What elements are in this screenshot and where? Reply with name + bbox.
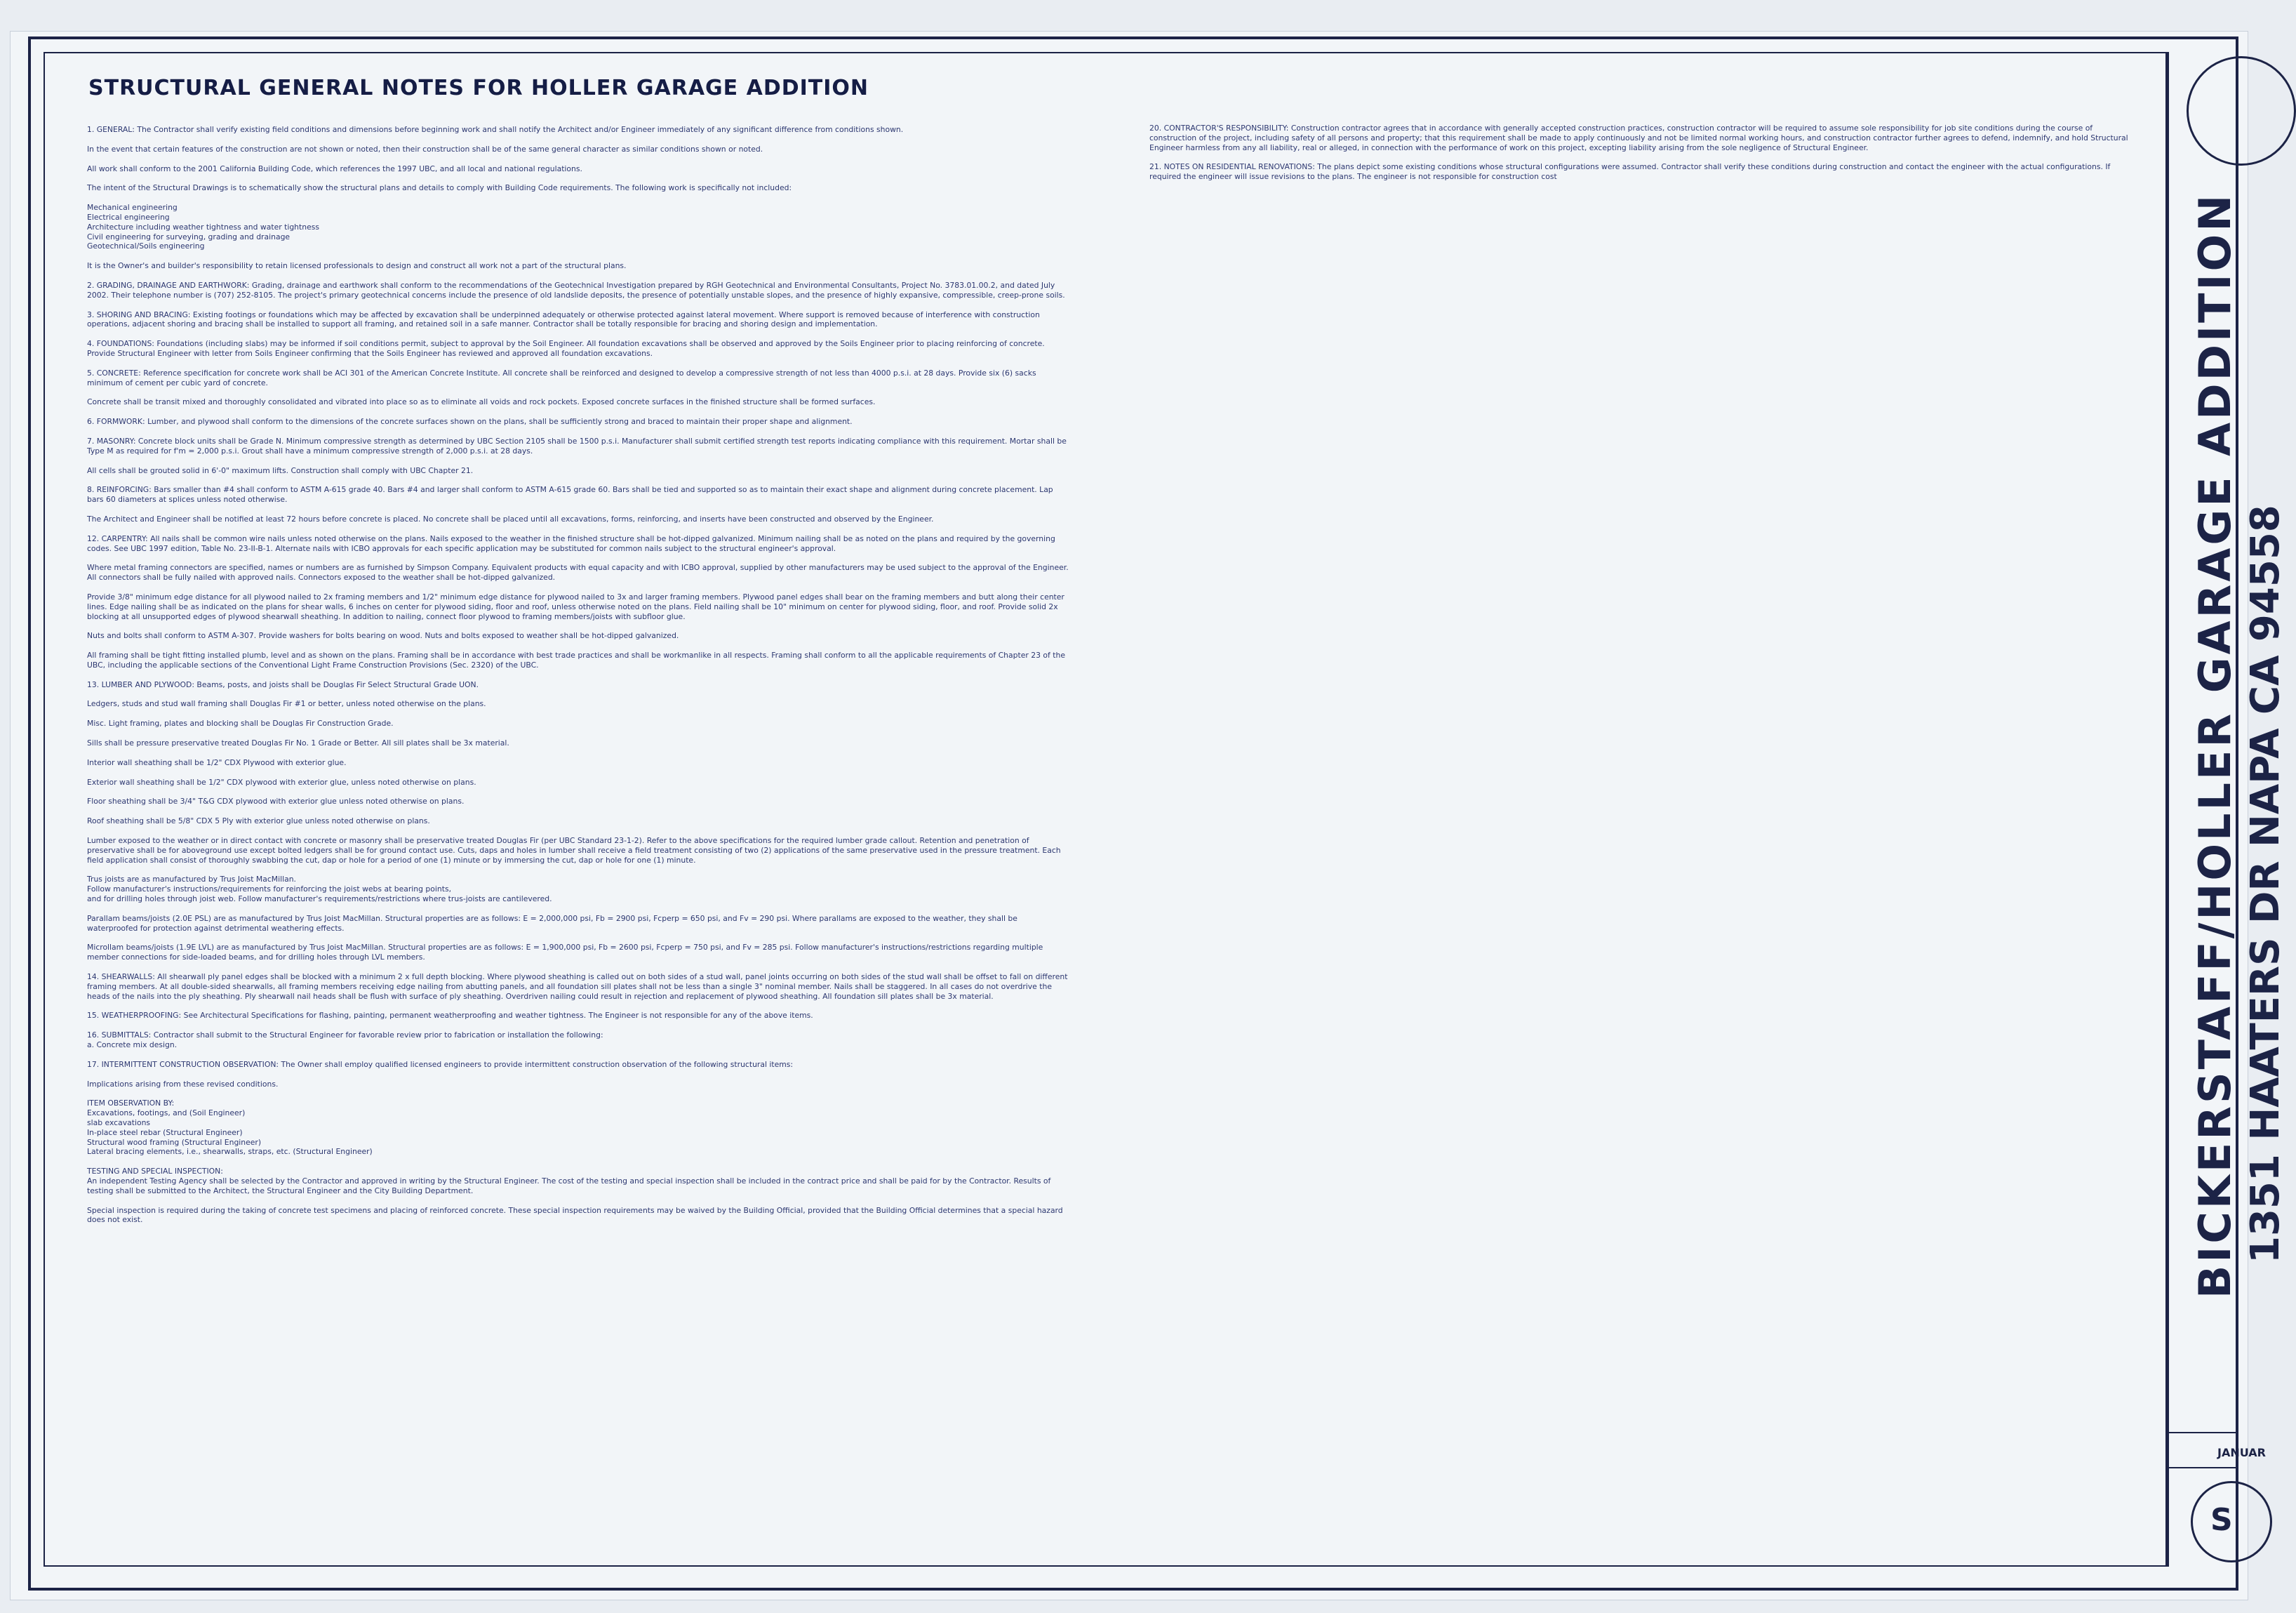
note-paragraph: 12. CARPENTRY: All nails shall be common wire nails unless noted otherwise on the plans. Nails exposed to the weather in the finished structure shall be hot-dipped galvanized. Minimum nailing shall be as noted on the plans and required by the governing codes. See UBC 1997 edition, Table No. 23-II-B-1. Alternate nails with ICBO approvals for each specific application may be substituted for common nails subject to the structural engineer's approval. xyxy=(87,533,1055,553)
note-paragraph: 14. SHEARWALLS: All shearwall ply panel edges shall be blocked with a minimum 2 x full depth blocking. Where plywood sheathing is called out on both sides of a stud wall, panel joints occurring on both sides of the stud wall shall be offset to fall on different framing members. At all double-sided shearwalls, all framing members receiving edge nailing from abutting panels, and all foundation sill plates shall not be less than a single 3" nominal member. Nails shall be staggered. In all cases do not overdrive the heads of the nails into the ply sheathing. Ply shearwall nail heads shall be flush with surface of ply sheathing. Overdriven nailing could result in rejection and replacement of plywood sheathing. All foundation sill plates shall be 3x material. xyxy=(87,972,1068,1001)
note-paragraph: 5. CONCRETE: Reference specification for concrete work shall be ACI 301 of the American Concrete Institute. All concrete shall be reinforced and designed to develop a compressive strength of not less than 4000 p.s.i. at 28 days. Provide six (6) sacks minimum of cement per cubic yard of concrete. xyxy=(87,368,1036,387)
note-paragraph: In the event that certain features of the construction are not shown or noted, then their construction shall be of the same general character as similar conditions shown or noted. xyxy=(87,144,763,154)
note-paragraph: 17. INTERMITTENT CONSTRUCTION OBSERVATION: The Owner shall employ qualified licensed engineers to provide intermittent construction observation of the following structural items: xyxy=(87,1059,794,1069)
note-paragraph: Roof sheathing shall be 5/8" CDX 5 Ply with exterior glue unless noted otherwise on plans. xyxy=(87,816,430,826)
note-paragraph: The Architect and Engineer shall be notified at least 72 hours before concrete is placed. No concrete shall be placed until all excavations, forms, reinforcing, and inserts have been constructed and observed by the Engineer. xyxy=(87,514,934,524)
note-paragraph: Sills shall be pressure preservative treated Douglas Fir No. 1 Grade or Better. All sill plates shall be 3x material. xyxy=(87,738,509,748)
note-paragraph: It is the Owner's and builder's responsibility to retain licensed professionals to design and construct all work not a part of the structural plans. xyxy=(87,261,627,271)
note-paragraph: Ledgers, studs and stud wall framing shall Douglas Fir #1 or better, unless noted otherwise on the plans. xyxy=(87,699,486,709)
note-paragraph: 13. LUMBER AND PLYWOOD: Beams, posts, and joists shall be Douglas Fir Select Structural Grade UON. xyxy=(87,679,479,689)
note-paragraph: All work shall conform to the 2001 California Building Code, which references the 1997 UBC, and all local and national regulations. xyxy=(87,164,582,173)
sheet-number: S xyxy=(2210,1502,2233,1538)
sheet-date: JANUAR xyxy=(2217,1446,2266,1459)
note-paragraph: Floor sheathing shall be 3/4" T&G CDX plywood with exterior glue unless noted otherwise on plans. xyxy=(87,797,465,806)
note-paragraph: Mechanical engineering Electrical engineering Architecture including weather tightness and water tightness Civil engineering for surveying, grading and drainage Geotechnical/Soils engineering xyxy=(87,203,319,251)
note-paragraph: 7. MASONRY: Concrete block units shall be Grade N. Minimum compressive strength as determined by UBC Section 2105 shall be 1500 p.s.i. Manufacturer shall submit certified strength test reports indicating compliance with this requirement. Mortar shall be Type M as required for f'm = 2,000 p.s.i. Grout shall have a minimum compressive strength of 2,000 p.s.i. at 28 days. xyxy=(87,436,1067,456)
note-paragraph: All framing shall be tight fitting installed plumb, level and as shown on the plans. Framing shall be in accordance with best trade practices and shall be workmanlike in all respects. Framing shall conform to all the applicable requirements of Chapter 23 of the UBC, including the applicable sections of the Conventional Light Frame Construction Provisions (Sec. 2320) of the UBC. xyxy=(87,651,1065,670)
note-paragraph: Special inspection is required during the taking of concrete test specimens and placing of reinforced concrete. These special inspection requirements may be waived by the Building Official, provided that the Building Official determines that a special hazard does not exist. xyxy=(87,1205,1063,1225)
note-paragraph: Provide 3/8" minimum edge distance for all plywood nailed to 2x framing members and 1/2" minimum edge distance for plywood nailed to 3x and larger framing members. Plywood panel edges shall bear on the framing members and butt along their center lines. Edge nailing shall be as indicated on the plans for shear walls, 6 inches on center for plywood siding, floor and roof, unless otherwise noted on the plans. Field nailing shall be 10" minimum on center for plywood siding, floor, and roof. Provide solid 2x blocking at all unsupported edges of plywood shearwall sheathing. In addition to nailing, connect floor plywood to framing members/joists with subfloor glue. xyxy=(87,592,1064,621)
notes-column-right xyxy=(1149,124,2132,192)
note-paragraph: All cells shall be grouted solid in 6'-0" maximum lifts. Construction shall comply with UBC Chapter 21. xyxy=(87,465,474,475)
note-paragraph: 3. SHORING AND BRACING: Existing footings or foundations which may be affected by excavation shall be underpinned adequately or otherwise protected against lateral movement. Where support is removed because of interference with construction operations, adjacent shoring and bracing shall be installed to support all framing, and retained soil in a safe manner. Contractor shall be totally responsible for bracing and shoring design and implementation. xyxy=(87,310,1040,329)
note-paragraph: 1. GENERAL: The Contractor shall verify existing field conditions and dimensions before beginning work and shall notify the Architect and/or Engineer immediately of any significant difference from conditions shown. xyxy=(87,125,904,134)
note-paragraph: TESTING AND SPECIAL INSPECTION: An independent Testing Agency shall be selected by the Contractor and approved in writing by the Structural Engineer. The cost of the testing and special inspection shall be included in the contract price and shall be paid for by the Contractor. Results of testing shall be submitted to the Architect, the Structural Engineer and the City Building Department. xyxy=(87,1167,1051,1195)
note-paragraph: Nuts and bolts shall conform to ASTM A-307. Provide washers for bolts bearing on wood. Nuts and bolts exposed to weather shall be hot-dipped galvanized. xyxy=(87,631,679,641)
note-paragraph: Microllam beams/joists (1.9E LVL) are as manufactured by Trus Joist MacMillan. Structural properties are as follows: E = 1,900,000 psi, Fb = 2600 psi, Fcperp = 750 psi, and Fv = 285 psi. Follow manufacturer's instructions/restrictions regarding multiple member connections for side-loaded beams, and for drilling holes through LVL members. xyxy=(87,943,1043,962)
note-paragraph: 21. NOTES ON RESIDENTIAL RENOVATIONS: The plans depict some existing conditions whose structural configurations were assumed. Contractor shall verify these conditions during construction and contact the engineer with the actual configurations. If required the engineer will issue revisions to the plans. The engineer is not responsible for construction cost xyxy=(1149,162,2111,182)
note-paragraph: 16. SUBMITTALS: Contractor shall submit to the Structural Engineer for favorable review prior to fabrication or installation the following: a. Concrete mix design. xyxy=(87,1030,603,1050)
note-paragraph: 2. GRADING, DRAINAGE AND EARTHWORK: Grading, drainage and earthwork shall conform to the recommendations of the Geotechnical Investigation prepared by RGH Geotechnical and Environmental Consultants, Project No. 3783.01.00.2, and dated July 2002. Their telephone number is (707) 252-8105. The project's primary geotechnical concerns include the presence of old landslide deposits, the presence of potentially unstable slopes, and the presence of highly expansive, compressible, creep-prone soils. xyxy=(87,280,1065,300)
note-paragraph: The intent of the Structural Drawings is to schematically show the structural plans and details to comply with Building Code requirements. The following work is specifically not included: xyxy=(87,183,792,193)
note-paragraph: Lumber exposed to the weather or in direct contact with concrete or masonry shall be preservative treated Douglas Fir (per UBC Standard 23-1-2). Refer to the above specifications for the required lumber grade callout. Retention and penetration of preservative shall be for aboveground use except bolted ledgers shall be for ground contact use. Cuts, daps and holes in lumber shall receive a field treatment consisting of two (2) applications of the same preservative used in the pressure treatment. Each field application shall consist of thoroughly swabbing the cut, dap or hole for a period of one (1) minute or by immersing the cut, dap or hole for one (1) minute. xyxy=(87,836,1061,865)
note-paragraph: Interior wall sheathing shall be 1/2" CDX Plywood with exterior glue. xyxy=(87,757,347,767)
note-paragraph: Misc. Light framing, plates and blocking shall be Douglas Fir Construction Grade. xyxy=(87,719,394,729)
title-block-circle-top xyxy=(2187,56,2296,166)
note-paragraph: Where metal framing connectors are specified, names or numbers are as furnished by Simpson Company. Equivalent products with equal capacity and with ICBO approval, supplied by other manufacturers may be used subject to the approval of the Engineer. All connectors shall be fully nailed with approved nails. Connectors exposed to the weather shall be hot-dipped galvanized. xyxy=(87,563,1069,583)
note-paragraph: 8. REINFORCING: Bars smaller than #4 shall conform to ASTM A-615 grade 40. Bars #4 and larger shall conform to ASTM A-615 grade 60. Bars shall be tied and supported so as to maintain their exact shape and alignment during concrete placement. Lap bars 60 diameters at splices unless noted otherwise. xyxy=(87,485,1053,505)
title-block-divider xyxy=(2167,1467,2238,1468)
note-paragraph: 4. FOUNDATIONS: Foundations (including slabs) may be informed if soil conditions permit, subject to approval by the Soil Engineer. All foundation excavations shall be observed and approved by the Soils Engineer prior to placing reinforcing of concrete. Provide Structural Engineer with letter from Soils Engineer confirming that the Soils Engineer has reviewed and approved all foundation excavations. xyxy=(87,339,1045,358)
note-paragraph: 6. FORMWORK: Lumber, and plywood shall conform to the dimensions of the concrete surfaces shown on the plans, shall be sufficiently strong and braced to maintain their proper shape and alignment. xyxy=(87,417,853,427)
note-paragraph: 15. WEATHERPROOFING: See Architectural Specifications for flashing, painting, permanent weatherproofing and weather tightness. The Engineer is not responsible for any of the above items. xyxy=(87,1011,813,1021)
note-paragraph: Concrete shall be transit mixed and thoroughly consolidated and vibrated into place so as to eliminate all voids and rock pockets. Exposed concrete surfaces in the finished structure shall be formed surfaces. xyxy=(87,397,876,407)
note-paragraph: ITEM OBSERVATION BY: Excavations, footings, and (Soil Engineer) slab excavations In-place steel rebar (Structural Engineer) Structural wood framing (Structural Engineer) Lateral bracing elements, i.e., shearwalls, straps, etc. (Structural Engineer) xyxy=(87,1098,373,1157)
notes-column-left xyxy=(87,125,1069,1529)
note-paragraph: Parallam beams/joists (2.0E PSL) are as manufactured by Trus Joist MacMillan. Structural properties are as follows: E = 2,000,000 psi, Fb = 2900 psi, Fcperp = 650 psi, and Fv = 290 psi. Where parallams are exposed to the weather, they shall be waterproofed for protection against detrimental weathering effects. xyxy=(87,913,1017,933)
note-paragraph: Implications arising from these revised conditions. xyxy=(87,1079,279,1089)
note-paragraph: Exterior wall sheathing shall be 1/2" CDX plywood with exterior glue, unless noted otherwise on plans. xyxy=(87,777,476,787)
page-title: STRUCTURAL GENERAL NOTES FOR HOLLER GARAGE ADDITION xyxy=(88,76,869,100)
project-title: BICKERSTAFF/HOLLER GARAGE ADDITION xyxy=(2189,192,2241,1299)
note-paragraph: 20. CONTRACTOR'S RESPONSIBILITY: Construction contractor agrees that in accordance with generally accepted construction practices, construction contractor will be required to assume sole responsibility for job site conditions during the course of construction of the project, including safety of all persons and property; that this requirement shall be made to apply continuously and not be limited normal working hours, and construction contractor further agrees to defend, indemnify, and hold Structural Engineer harmless from any all liability, real or alleged, in connection with the performance of work on this project, excepting liability arising from the sole negligence of Structural Engineer. xyxy=(1149,124,2128,152)
title-block-divider xyxy=(2167,1432,2238,1433)
note-paragraph: Trus joists are as manufactured by Trus Joist MacMillan. Follow manufacturer's instructions/requirements for reinforcing the joist webs at bearing points, and for drilling holes through joist web. Follow manufacturer's requirements/restrictions where trus-joists are cantilevered. xyxy=(87,875,552,904)
project-address: 1351 HAATERS DR NAPA CA 94558 xyxy=(2243,505,2288,1263)
